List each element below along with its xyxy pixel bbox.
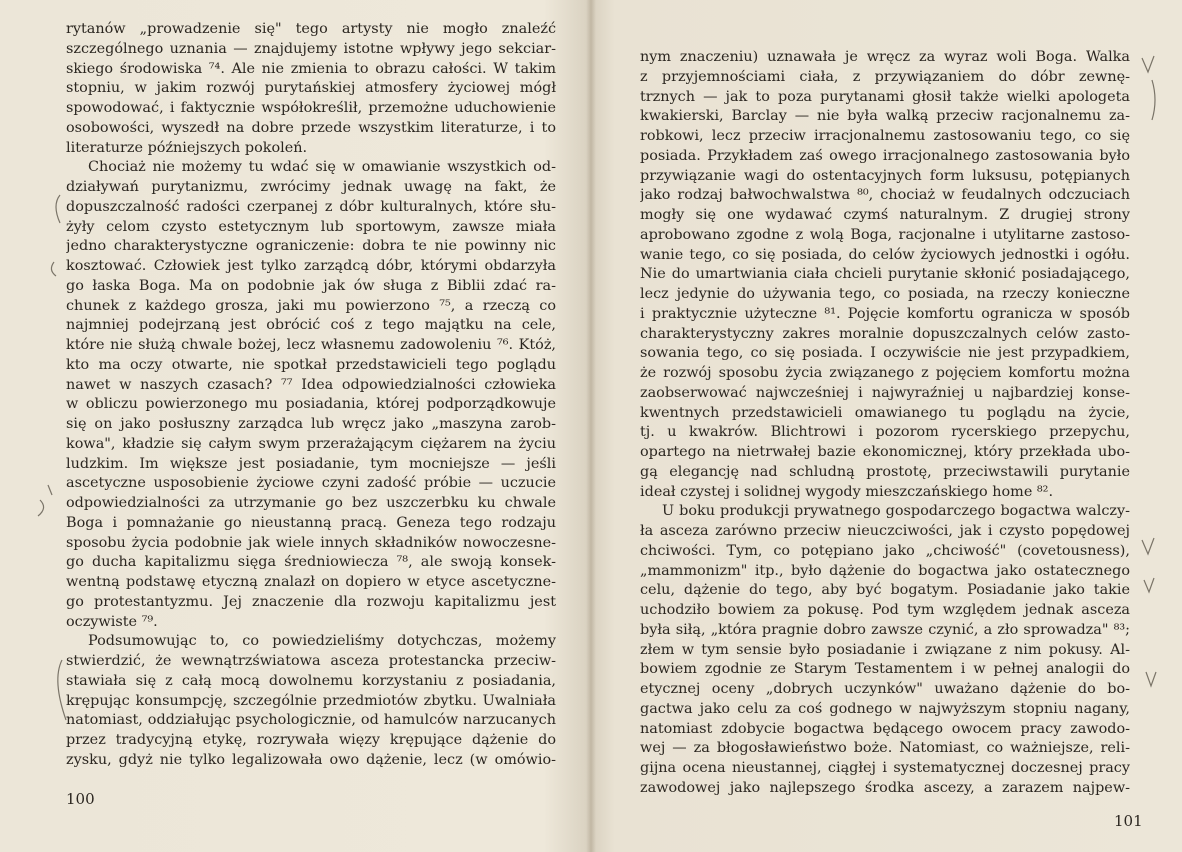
text-line: go ducha kapitalizmu sięga średniowiecza ⁷⁸, ale swoją konsek-: [66, 554, 556, 571]
text-line: rytanów „prowadzenie się" tego artysty nie mogło znaleźć: [66, 21, 556, 37]
text-line: nawet w naszych czasach? ⁷⁷ Idea odpowiedzialności człowieka: [66, 376, 556, 393]
pencil-margin-marks-right: [1122, 0, 1182, 852]
text-line: gą elegancję nad schludną prostotę, przeciwstawili purytanie: [640, 463, 1130, 480]
text-line: że rozwój sposobu życia związanego z pojęciem komfortu można: [640, 365, 1130, 381]
text-line: chunek z każdego grosza, jaki mu powierzono ⁷⁵, a rzeczą co: [66, 297, 556, 314]
pencil-margin-marks-left: [0, 0, 70, 852]
text-line: zawodowej jako najlepszego środka ascezy, a zarazem najpew-: [640, 779, 1130, 796]
text-line: się on jako posłuszny zarządca lub wręcz jako „maszyna zarob-: [66, 416, 556, 432]
text-line: była siłą, „która pragnie dobro zawsze czynić, a zło sprowadza" ⁸³;: [640, 621, 1130, 638]
text-line: złem w tym sensie było posiadanie i związane z nim pokusy. Al-: [640, 641, 1130, 658]
text-line: kwakierski, Barclay — nie była walką przeciw racjonalnemu za-: [640, 108, 1130, 125]
text-line: celu, dążenie do tego, aby być bogatym. Posiadanie jako takie: [640, 582, 1130, 599]
text-line: uchodziło bowiem za pokusę. Pod tym względem jednak asceza: [640, 602, 1130, 618]
text-line: mogły się one wydawać czymś naturalnym. Z drugiej strony: [640, 207, 1130, 223]
text-line: najmniej podejrzaną jest obrócić coś z tego majątku na cele,: [66, 317, 556, 334]
text-line: ła asceza zarówno przeciw nieuczciwości, jak i czysto popędowej: [640, 523, 1130, 539]
text-line: przez tradycyjną etykę, rozrywała więzy krępujące dążenie do: [66, 732, 556, 748]
text-line: kto ma oczy otwarte, nie spotkał przedstawicieli tego poglądu: [66, 356, 556, 373]
text-line: U boku produkcji prywatnego gospodarczego bogactwa walczy-: [662, 503, 1130, 520]
text-line: zysku, gdyż nie tylko legalizowała owo dążenie, lecz (w omówio-: [66, 751, 556, 768]
text-line: spowodować, i faktycznie współokreślił, przemożne uduchowienie: [66, 100, 556, 116]
text-line: sowania tego, co się posiada. I oczywiście nie jest przypadkiem,: [640, 345, 1130, 362]
text-line: posiada. Przykładem zaś owego irracjonalnego zastosowania było: [640, 147, 1130, 164]
left-page-text: [66, 20, 556, 771]
text-line: ideał czystej i solidnej wygody mieszczańskiego home ⁸².: [640, 483, 1054, 500]
page-number-left: 100: [66, 790, 95, 808]
text-line: ascetyczne usposobienie życiowe czyni zadość próbie — uczucie: [66, 475, 556, 492]
text-line: opartego na nietrwałej bazie ekonomicznej, który przekłada ubo-: [640, 444, 1130, 460]
text-line: stwierdzić, że wewnątrzświatowa asceza protestancka przeciw-: [66, 653, 556, 669]
text-line: charakterystyczny zakres moralnie dopuszczalnych celów zasto-: [640, 325, 1130, 342]
text-line: nym znaczeniu) uznawała je wręcz za wyraz woli Boga. Walka: [640, 49, 1130, 65]
text-line: Nie do umartwiania ciała chcieli purytanie skłonić posiadającego,: [640, 266, 1130, 283]
text-line: kowa", kładzie się całym swym przerażającym ciężarem na życiu: [66, 435, 556, 452]
right-page-text: [640, 48, 1130, 799]
text-line: stopniu, w jakim rozwój purytańskiej atmosfery życiowej mógł: [66, 80, 556, 97]
text-line: robkowi, lecz przeciw irracjonalnemu zastosowaniu tego, co się: [640, 128, 1130, 144]
text-line: jako rodzaj bałwochwalstwa ⁸⁰, chociaż w feudalnych odczuciach: [640, 187, 1130, 204]
text-line: które nie służą chwale bożej, lecz własnemu zadowoleniu ⁷⁶. Któż,: [66, 337, 556, 353]
page-number-right: 101: [1114, 812, 1143, 830]
text-line: ludzkim. Im większe jest posiadanie, tym mocniejsze — jeśli: [66, 455, 556, 472]
text-line: w obliczu powierzonego mu posiadania, której podporządkowuje: [66, 396, 556, 413]
text-line: lecz jedynie do używania tego, co posiada, na rzeczy konieczne: [640, 286, 1130, 302]
text-line: natomiast, oddziałując psychologicznie, od hamulców narzucanych: [66, 712, 556, 729]
text-line: Podsumowując to, co powiedzieliśmy dotychczas, możemy: [88, 633, 556, 650]
text-line: zaobserwować najwcześniej i najwyraźniej u najbardziej konse-: [640, 384, 1130, 401]
text-line: etycznej oceny „dobrych uczynków" uważano dążenie do bo-: [640, 681, 1130, 697]
text-line: przywiązanie wagi do ostentacyjnych form luksusu, potępianych: [640, 167, 1130, 184]
text-line: sposobu życia podobnie jak wiele innych składników nowoczesne-: [66, 534, 556, 551]
text-line: literaturze późniejszych pokoleń.: [66, 139, 308, 156]
text-line: działywań purytanizmu, zwrócimy jednak uwagę na fakt, że: [66, 179, 556, 195]
text-line: szczególnego uznania — znajdujemy istotne wpływy jego sekciar-: [66, 40, 556, 57]
text-line: żyły celom czysto estetycznym lub sportowym, zawsze miała: [66, 218, 556, 235]
text-line: aprobowano zgodne z wolą Boga, racjonalne i utylitarne zastoso-: [640, 226, 1130, 243]
text-line: bowiem zgodnie ze Starym Testamentem i w pełnej analogii do: [640, 661, 1130, 678]
text-line: i praktycznie użyteczne ⁸¹. Pojęcie komfortu ogranicza w sposób: [640, 305, 1130, 322]
left-page: [0, 0, 590, 852]
text-line: jedno charakterystyczne ograniczenie: dobra te nie powinny nic: [66, 238, 556, 255]
text-line: oczywiste ⁷⁹.: [66, 613, 158, 630]
text-line: odpowiedzialności za utrzymanie go bez uszczerbku ku chwale: [66, 495, 556, 511]
text-line: trznych — jak to poza purytanami głosił także wielki apologeta: [640, 88, 1130, 105]
right-page: [592, 0, 1182, 852]
text-line: stawiała się z całą mocą dowolnemu korzystaniu z posiadania,: [66, 672, 556, 689]
text-line: go protestantyzmu. Jej znaczenie dla rozwoju kapitalizmu jest: [66, 593, 556, 610]
text-line: osobowości, wyszedł na dobre przede wszystkim literaturze, i to: [66, 119, 556, 136]
text-line: chciwości. Tym, co potępiano jako „chciwość" (covetousness),: [640, 542, 1130, 559]
text-line: krępując konsumpcję, szczególnie przedmiotów zbytku. Uwalniała: [66, 692, 556, 709]
text-line: Boga i pomnażanie go nieustanną pracą. Geneza tego rodzaju: [66, 514, 556, 531]
text-line: wanie tego, co się posiada, do celów życiowych jednostki i ogółu.: [640, 246, 1130, 263]
text-line: Chociaż nie możemy tu wdać się w omawianie wszystkich od-: [88, 159, 556, 176]
text-line: natomiast zdobycie bogactwa będącego owocem pracy zawodo-: [640, 720, 1130, 737]
text-line: skiego środowiska ⁷⁴. Ale nie zmienia to obrazu całości. W takim: [66, 60, 556, 77]
text-line: gactwa jako celu za coś godnego w najwyższym stopniu nagany,: [640, 700, 1130, 717]
text-line: kosztować. Człowiek jest tylko zarządcą dóbr, którymi obdarzyła: [66, 258, 556, 274]
text-line: dopuszczalność radości czerpanej z dóbr kulturalnych, które słu-: [66, 198, 556, 215]
text-line: wentną podstawę etyczną znalazł on dopiero w etyce ascetyczne-: [66, 574, 556, 590]
text-line: „mammonizm" itp., było dążenie do bogactwa jako ostatecznego: [640, 562, 1130, 579]
text-line: kwentnych przedstawicieli omawianego tu poglądu na życie,: [640, 404, 1130, 421]
text-line: tj. u kwakrów. Blichtrowi i pozorom rycerskiego przepychu,: [640, 424, 1130, 441]
text-line: gijna ocena nieustannej, ciągłej i systematycznej doczesnej pracy: [640, 760, 1130, 776]
text-line: wej — za błogosławieństwo boże. Natomiast, co ważniejsze, reli-: [640, 740, 1130, 757]
text-line: go łaska Boga. Ma on podobnie jak ów sługa z Biblii zdać ra-: [66, 277, 556, 294]
text-line: z przyjemnościami ciała, z przywiązaniem do dóbr zewnę-: [640, 68, 1130, 85]
